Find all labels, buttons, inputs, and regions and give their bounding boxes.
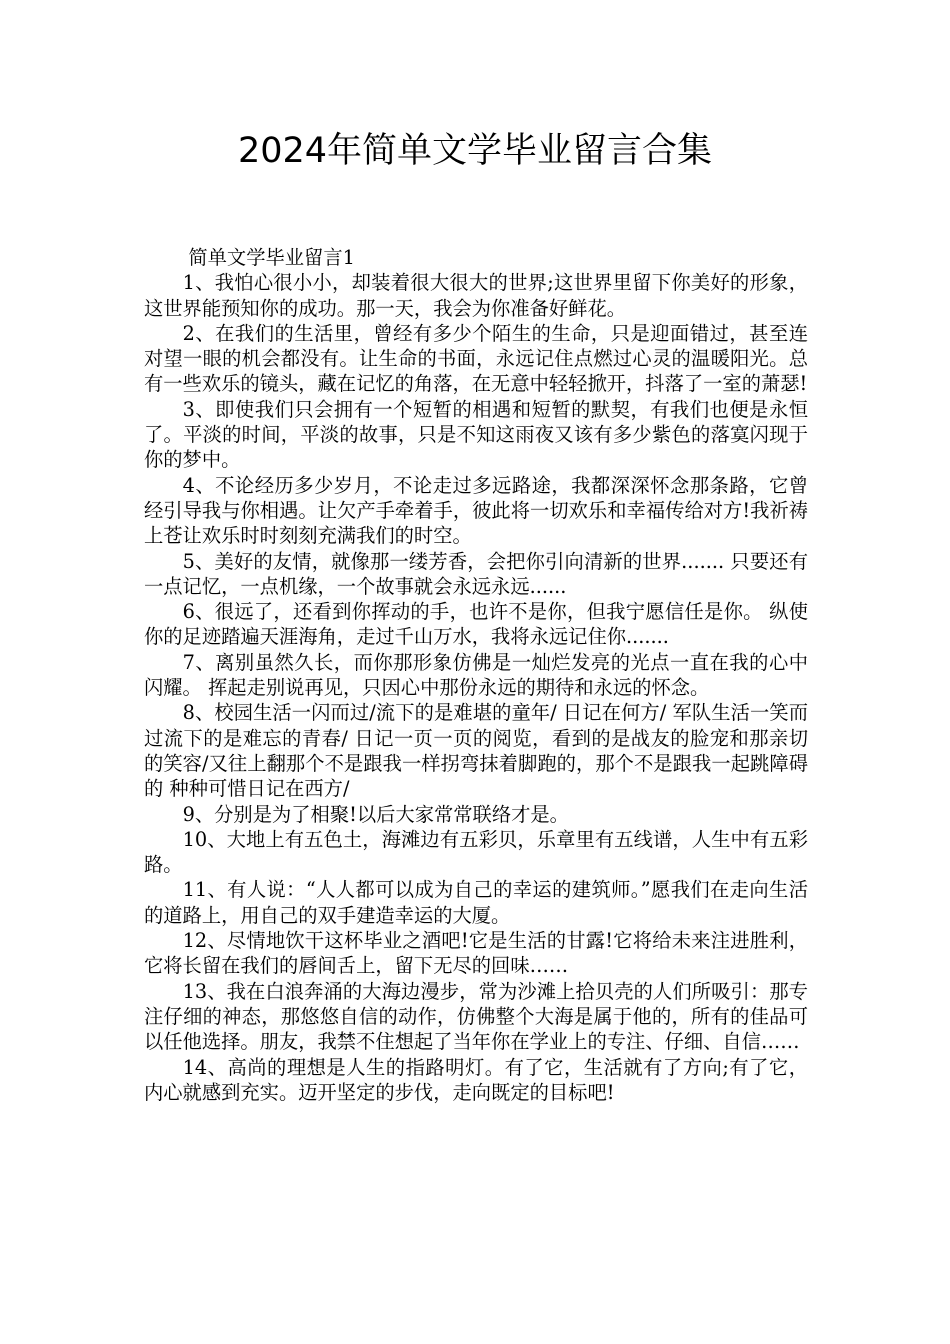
paragraph-9: 9、分别是为了相聚!以后大家常常联络才是。 [182,802,569,826]
paragraph-3: 3、即使我们只会拥有一个短暂的相遇和短暂的默契，有我们也便是永恒了。平淡的时间，平淡的故事，只是不知这雨夜又该有多少紫色的落寞闪现于你的梦中。 [144,397,808,472]
paragraph-2: 2、在我们的生活里，曾经有多少个陌生的生命，只是迎面错过，甚至连对望一眼的机会都没有。让生命的书面，永远记住点燃过心灵的温暖阳光。总有一些欢乐的镜头，藏在记忆的角落，在无意中轻轻掀开，抖落了一室的萧瑟! [144,321,808,396]
section-heading: 简单文学毕业留言1 [188,246,355,269]
paragraph-5: 5、美好的友情，就像那一缕芳香，会把你引向清新的世界....... 只要还有一点记忆，一点机缘，一个故事就会永远永远...... [144,549,808,598]
paragraph-10: 10、大地上有五色土，海滩边有五彩贝，乐章里有五线谱，人生中有五彩路。 [144,827,808,877]
paragraph-4: 4、不论经历多少岁月，不论走过多远路途，我都深深怀念那条路，它曾经引导我与你相遇。让欠产手牵着手，彼此将一切欢乐和幸福传给对方!我祈祷上苍让欢乐时时刻刻充满我们的时空。 [144,473,808,548]
paragraph-13: 13、我在白浪奔涌的大海边漫步，常为沙滩上拾贝壳的人们所吸引：那专注仔细的神态，那悠悠自信的动作，仿佛整个大海是属于他的，所有的佳品可以任他选择。朋友，我禁不住想起了当年你在学业上的专注、仔细、自信…… [144,979,808,1054]
paragraph-14: 14、高尚的理想是人生的指路明灯。有了它，生活就有了方向;有了它，内心就感到充实。迈开坚定的步伐，走向既定的目标吧! [144,1055,808,1104]
paragraph-12: 12、尽情地饮干这杯毕业之酒吧!它是生活的甘露!它将给未来注进胜利，它将长留在我们的唇间舌上，留下无尽的回味…… [144,929,808,978]
paragraph-7: 7、离别虽然久长，而你那形象仿佛是一灿烂发亮的光点一直在我的心中闪耀。 挥起走别说再见，只因心中那份永远的期待和永远的怀念。 [144,650,808,700]
paragraph-1: 1、我怕心很小小，却装着很大很大的世界;这世界里留下你美好的形象，这世界能预知你的成功。那一天，我会为你准备好鲜花。 [144,271,808,320]
paragraph-6: 6、很远了，还看到你挥动的手，也许不是你，但我宁愿信任是你。 纵使你的足迹踏遍天涯海角，走过千山万水，我将永远记住你....... [144,600,808,649]
document-body [144,245,808,1105]
paragraph-11: 11、有人说：“人人都可以成为自己的幸运的建筑师。”愿我们在走向生活的道路上，用自己的双手建造幸运的大厦。 [144,878,808,927]
paragraph-8: 8、校园生活一闪而过/流下的是难堪的童年/ 日记在何方/ 军队生活一笑而过流下的是难忘的青春/ 日记一页一页的阅览，看到的是战友的脸宠和那亲切的笑容/又往上翻那个不是跟我一样拐弯抹着脚跑的，那个不是跟我一起跳障碍的 种种可惜日记在西方/ [144,701,808,801]
document-title: 2024年简单文学毕业留言合集 [237,131,713,171]
